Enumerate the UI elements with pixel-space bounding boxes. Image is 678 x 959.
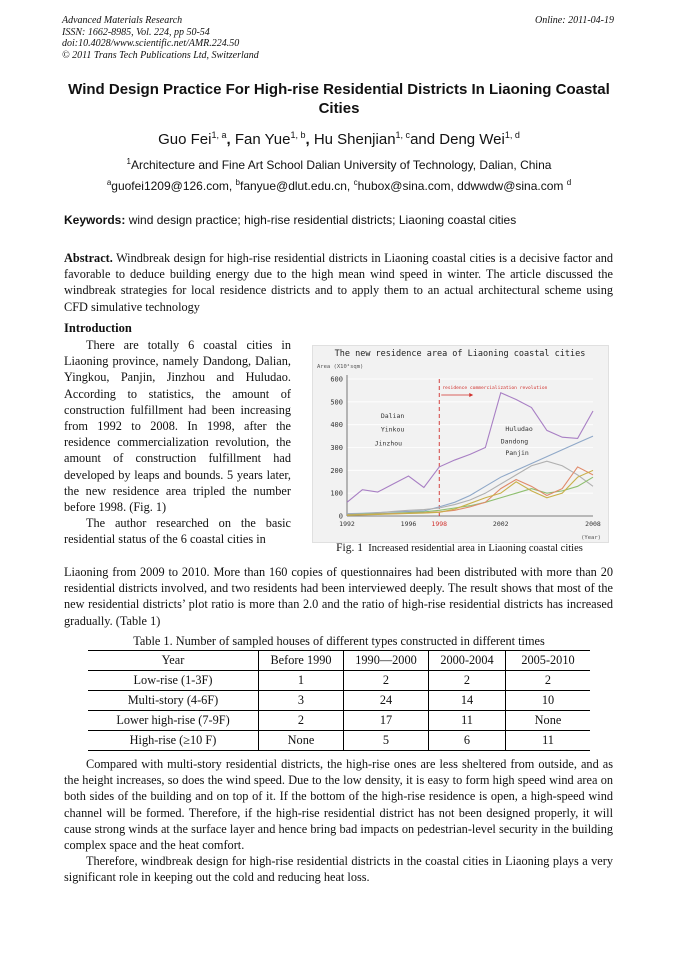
series-label: Yinkou [380, 425, 405, 434]
table-cell: 2 [506, 671, 591, 691]
abstract [64, 250, 613, 315]
table-row [88, 671, 590, 691]
series-label: Dandong [500, 437, 529, 446]
table-cell: 11 [506, 731, 591, 751]
table-cell: 17 [344, 711, 429, 731]
y-tick-label: 200 [330, 466, 343, 475]
author-sup: 1, d [504, 130, 520, 140]
table-cell: Lower high-rise (7-9F) [88, 711, 259, 731]
table-cell: 11 [429, 711, 506, 731]
y-tick-label: 0 [338, 512, 343, 521]
x-tick-label: 1992 [339, 520, 355, 528]
online-date: Online: 2011-04-19 [535, 15, 614, 26]
annotation-text: residence commercialization revolution [442, 386, 548, 391]
y-tick-label: 300 [330, 444, 343, 452]
affiliation: $^1$Architecture and Fine Art School Dalian University of Technology, Dalian, China [126, 157, 552, 172]
abstract-text: Windbreak design for high-rise residential districts in Liaoning coastal cities is a decisive factor and favorable to deduce building energy due to the high mean wind speed in winter. The article discussed the windbreak strategies for local residence districts and to apply them to an actual architectural scheme using CFD simulative technology [64, 251, 613, 314]
figure-caption [312, 542, 607, 554]
chart-title: The new residence area of Liaoning coastal cities [334, 349, 586, 359]
table-cell: 5 [344, 731, 429, 751]
journal-meta [62, 15, 259, 61]
table-cell: 1 [259, 671, 344, 691]
table-cell: Low-rise (1-3F) [88, 671, 259, 691]
table-header: 2005-2010 [506, 651, 591, 671]
intro-paragraph: There are totally 6 coastal cities in Liaoning province, namely Dandong, Dalian, Yingkou, Panjin, Jinzhou and Huludao. According to statistics, the amount of construction fulfillment had been increasing from 1992 to 2008. In 1998, after the residence commercialization revolution, the amount of construction fulfillment had developed by leaps and bounds. 5 years later, the new residence area tripled the number before 1998. (Fig. 1) [64, 338, 291, 515]
author-name: Hu Shenjian [313, 131, 396, 148]
doi: doi:10.4028/www.scientific.net/AMR.224.50 [62, 38, 240, 49]
x-tick-label: 1998 [431, 520, 448, 528]
intro-column [64, 337, 291, 548]
series-label: Dalian [380, 411, 405, 420]
paper-title: Wind Design Practice For High-rise Residential Districts In Liaoning Coastal Cities [68, 81, 610, 117]
email-list: $^a$guofei1209@126.com, $^b$fanyue@dlut.edu.cn, $^c$hubox@sina.com, ddwwdw@sina.com $^d$ [106, 178, 572, 193]
figure-1 [312, 345, 609, 543]
table-cell: 10 [506, 691, 591, 711]
table-header-row [88, 651, 590, 671]
abstract-label: Abstract. [64, 251, 113, 265]
author-sup: 1, b [290, 130, 306, 140]
intro-paragraph-start: The author researched on the basic residential status of the 6 coastal cities in [64, 516, 291, 547]
table-header: 1990—2000 [344, 651, 429, 671]
table-cell: 2 [429, 671, 506, 691]
table-header: Year [88, 651, 259, 671]
table-cell: None [506, 711, 591, 731]
x-tick-label: 2002 [492, 520, 509, 528]
intro-paragraph-continued: Liaoning from 2009 to 2010. More than 160 copies of questionnaires had been distributed with more than 20 residential districts involved, and two residents had been interviewed deeply. The result shows that most of the new residential districts’ plot ratio is more than 2.0 and the ratio of high-rise residential districts has increased gradually. (Table 1) [64, 565, 613, 628]
table-cell: 2 [259, 711, 344, 731]
table-cell: None [259, 731, 344, 751]
table-cell: 2 [344, 671, 429, 691]
email-link[interactable]: fanyue@dlut.edu.cn [240, 179, 347, 193]
copyright: © 2011 Trans Tech Publications Ltd, Switzerland [62, 49, 259, 61]
author-name: Deng Wei [439, 131, 505, 148]
email-link[interactable]: guofei1209@126.com [111, 179, 229, 193]
y-tick-label: 100 [330, 489, 343, 498]
author-name: Guo Fei [158, 131, 212, 148]
series-label: Panjin [505, 448, 529, 457]
figure-caption-text: Increased residential area in Liaoning coastal cities [368, 543, 583, 554]
author-sup: 1, a [211, 130, 227, 140]
series-label: Jinzhou [374, 439, 403, 448]
y-axis-label: Area (X10⁴sqm) [317, 364, 364, 370]
series-label: Huludao [505, 425, 533, 434]
section-heading: Introduction [64, 321, 132, 335]
journal-name: Advanced Materials Research [62, 15, 183, 26]
line-chart [313, 346, 608, 542]
issn: ISSN: 1662-8985, Vol. 224, pp 50-54 [62, 26, 210, 38]
x-axis-label: (Year) [581, 535, 601, 541]
data-table [88, 650, 590, 751]
email-link[interactable]: hubox@sina.com [357, 179, 451, 193]
keywords [64, 213, 614, 227]
body-paragraph: Therefore, windbreak design for high-rise residential districts in the coastal cities in Liaoning plays a very significant role in keeping out the cold and reducing heat loss. [64, 854, 613, 885]
figure-caption-label: Fig. 1 [336, 542, 363, 554]
keywords-label: Keywords: [64, 213, 126, 227]
table-cell: Multi-story (4-6F) [88, 691, 259, 711]
keywords-text: wind design practice; high-rise residential districts; Liaoning coastal cities [128, 213, 517, 227]
email-link[interactable]: ddwwdw@sina.com [457, 179, 564, 193]
table-header: Before 1990 [259, 651, 344, 671]
y-tick-label: 500 [330, 398, 343, 407]
x-tick-label: 2008 [585, 520, 601, 528]
table-cell: 6 [429, 731, 506, 751]
author-sup: 1, c [395, 130, 411, 140]
x-tick-label: 1996 [400, 520, 417, 528]
table-cell: 14 [429, 691, 506, 711]
body-paragraph: Compared with multi-story residential districts, the high-rise ones are less sheltered from outside, and as the height increases, so does the wind speed. Due to the low density, it is easy to form high speed wind area on both sides of the building and on top of it. If the bottom of the high-rise residence is open, a high-speed wind channel will be formed. Therefore, if the high-rise residential district has not been designed properly, it will cause strong winds at the surface layer and hence bring bad impacts on pedestrian-level security in the building complex space and the heat comfort. [64, 757, 613, 853]
series-line-dandong [347, 467, 593, 515]
table-header: 2000-2004 [429, 651, 506, 671]
table-row [88, 691, 590, 711]
table-row [88, 731, 590, 751]
y-tick-label: 400 [330, 421, 343, 430]
table-caption: Table 1. Number of sampled houses of different types constructed in different times [133, 634, 545, 648]
table-cell: 24 [344, 691, 429, 711]
y-tick-label: 600 [330, 375, 343, 384]
annotation-arrowhead [469, 393, 473, 397]
author-name: Fan Yue [234, 131, 291, 148]
table-row [88, 711, 590, 731]
author-list: Guo Fei$^{1, a}$, Fan Yue$^{1, b}$, Hu Shenjian$^{1, c}$and Deng Wei$^{1, d}$ [158, 130, 520, 148]
table-cell: 3 [259, 691, 344, 711]
table-cell: High-rise (≥10 F) [88, 731, 259, 751]
